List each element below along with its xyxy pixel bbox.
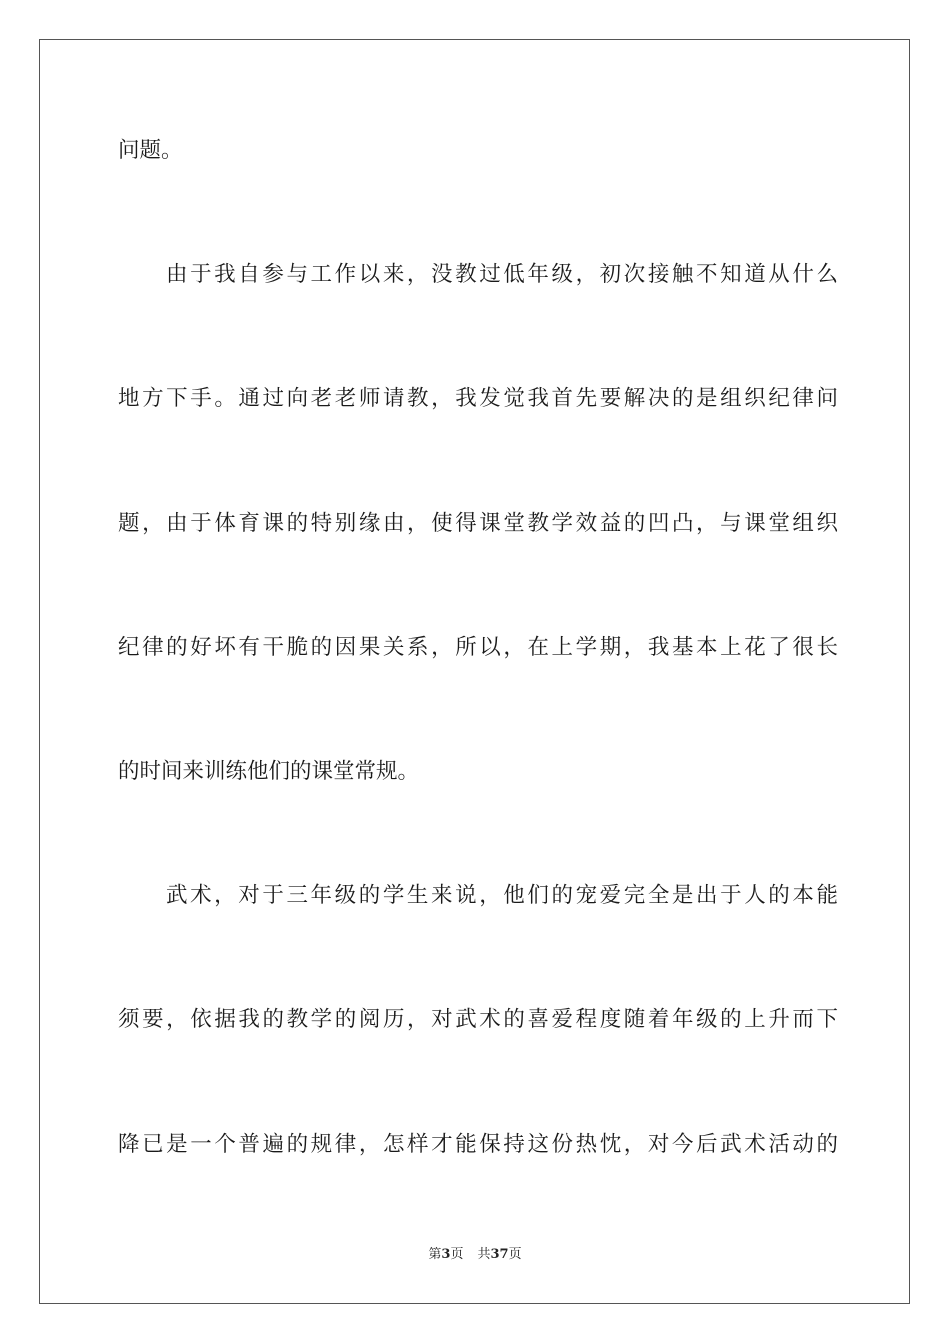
text-line-5: 纪律的好坏有干脆的因果关系，所以，在上学期，我基本上花了很长 xyxy=(118,635,838,660)
text-line-3: 地方下手。通过向老老师请教，我发觉我首先要解决的是组织纪律问 xyxy=(118,386,838,411)
text-line-6: 的时间来训练他们的课堂常规。 xyxy=(118,759,420,784)
text-line-8: 须要，依据我的教学的阅历，对武术的喜爱程度随着年级的上升而下 xyxy=(118,1007,838,1032)
total-pages-number: 37 xyxy=(490,1247,509,1262)
text-line-4: 题，由于体育课的特别缘由，使得课堂教学效益的凹凸，与课堂组织 xyxy=(118,511,838,536)
page-footer xyxy=(0,1246,950,1264)
footer-page-suffix: 页 xyxy=(450,1247,464,1262)
footer-prefix: 第 xyxy=(428,1247,442,1262)
text-line-1: 问题。 xyxy=(118,138,183,163)
text-line-2: 由于我自参与工作以来，没教过低年级，初次接触不知道从什么 xyxy=(166,262,838,287)
current-page-number: 3 xyxy=(441,1247,451,1262)
text-line-9: 降已是一个普遍的规律，怎样才能保持这份热忱，对今后武术活动的 xyxy=(118,1132,838,1157)
text-line-7: 武术，对于三年级的学生来说，他们的宠爱完全是出于人的本能 xyxy=(166,883,838,908)
footer-total-suffix: 页 xyxy=(508,1247,522,1262)
page-border xyxy=(39,39,910,1304)
footer-total-prefix: 共 xyxy=(477,1247,491,1262)
